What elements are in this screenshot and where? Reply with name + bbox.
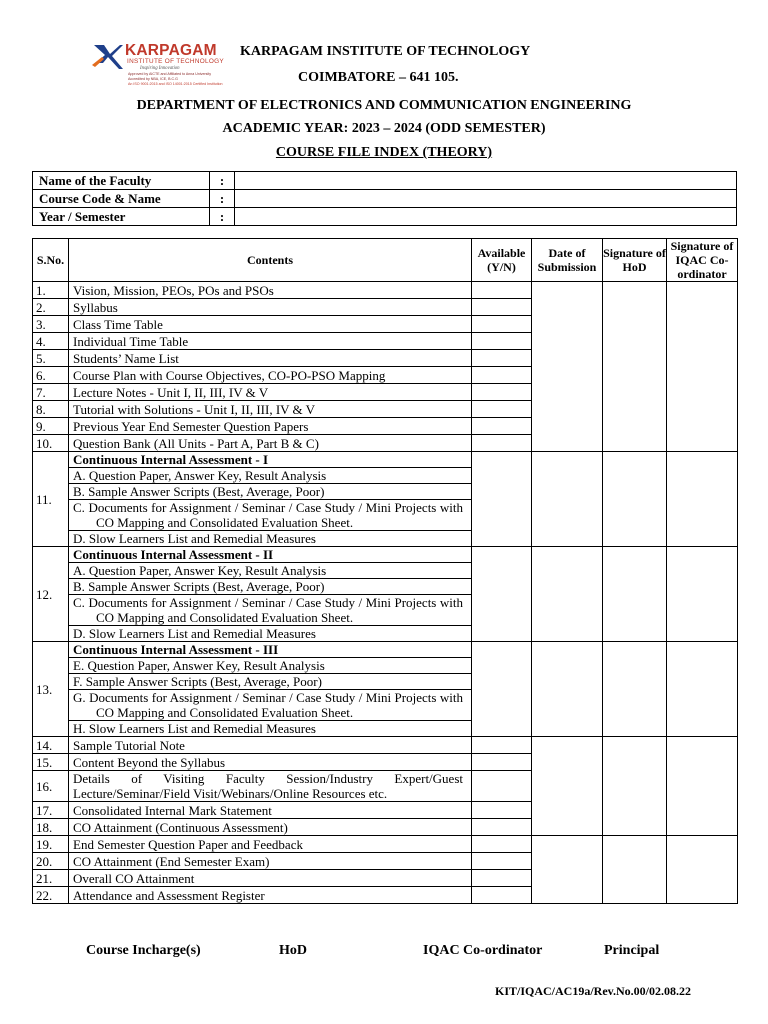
row-content — [69, 721, 472, 737]
subitem-text: A. Question Paper, Answer Key, Result Analysis — [73, 468, 327, 483]
logo-fine-1: Approved by AICTE and Affiliated to Anna University — [128, 72, 212, 76]
available-cell[interactable] — [472, 870, 532, 887]
row-content: Overall CO Attainment — [69, 870, 472, 887]
col-sig-hod: Signature of HoD — [603, 239, 667, 282]
available-cell[interactable] — [472, 853, 532, 870]
row-content — [69, 674, 472, 690]
subitem-text: H. Slow Learners List and Remedial Measures — [73, 721, 316, 736]
date-cell[interactable] — [532, 282, 603, 452]
subitem-text: B. Sample Answer Scripts (Best, Average, Poor) — [73, 579, 325, 594]
row-sno: 5. — [33, 350, 69, 367]
available-cell[interactable] — [472, 642, 532, 737]
department-name: DEPARTMENT OF ELECTRONICS AND COMMUNICATION ENGINEERING — [136, 98, 632, 113]
cia-title: Continuous Internal Assessment - II — [69, 547, 472, 563]
row-sno: 2. — [33, 299, 69, 316]
row-content: Individual Time Table — [69, 333, 472, 350]
available-cell[interactable] — [472, 367, 532, 384]
page-title-text: COURSE FILE INDEX (THEORY) — [275, 145, 493, 160]
subitem-text: B. Sample Answer Scripts (Best, Average, Poor) — [73, 484, 325, 499]
col-sno: S.No. — [33, 239, 69, 282]
hod-signature-cell[interactable] — [603, 836, 667, 904]
date-cell[interactable] — [532, 836, 603, 904]
date-cell[interactable] — [532, 452, 603, 547]
row-content: Lecture Notes - Unit I, II, III, IV & V — [69, 384, 472, 401]
available-cell[interactable] — [472, 737, 532, 754]
row-content: Content Beyond the Syllabus — [69, 754, 472, 771]
hod-signature-cell[interactable] — [603, 452, 667, 547]
row-sno: 1. — [33, 282, 69, 299]
row-sno: 9. — [33, 418, 69, 435]
available-cell[interactable] — [472, 384, 532, 401]
sig-iqac: IQAC Co-ordinator — [423, 943, 543, 958]
table-row — [33, 282, 738, 299]
row-content — [69, 626, 472, 642]
available-cell[interactable] — [472, 771, 532, 802]
row-content: Students’ Name List — [69, 350, 472, 367]
row-sno: 3. — [33, 316, 69, 333]
subitem-text: C. Documents for Assignment / Seminar / Case Study / Mini Projects with CO Mapping and Consolidated Evaluation Sheet. — [73, 595, 463, 625]
date-cell[interactable] — [532, 737, 603, 836]
table-row — [33, 547, 738, 563]
hod-signature-cell[interactable] — [603, 282, 667, 452]
cia-title: Continuous Internal Assessment - I — [69, 452, 472, 468]
available-cell[interactable] — [472, 418, 532, 435]
info-colon: : — [210, 190, 235, 208]
row-sno: 10. — [33, 435, 69, 452]
course-file-index-table — [32, 238, 738, 904]
row-content — [69, 690, 472, 721]
row-content: Question Bank (All Units - Part A, Part B & C) — [69, 435, 472, 452]
row-content: CO Attainment (End Semester Exam) — [69, 853, 472, 870]
available-cell[interactable] — [472, 836, 532, 853]
hod-signature-cell[interactable] — [603, 642, 667, 737]
row-content — [69, 658, 472, 674]
row-content: Consolidated Internal Mark Statement — [69, 802, 472, 819]
row-content: Attendance and Assessment Register — [69, 887, 472, 904]
row-content: Class Time Table — [69, 316, 472, 333]
row-sno: 4. — [33, 333, 69, 350]
row-sno: 21. — [33, 870, 69, 887]
available-cell[interactable] — [472, 547, 532, 642]
row-sno: 12. — [33, 547, 69, 642]
info-row — [33, 172, 737, 190]
row-content — [69, 484, 472, 500]
row-content: Course Plan with Course Objectives, CO-PO-PSO Mapping — [69, 367, 472, 384]
available-cell[interactable] — [472, 333, 532, 350]
available-cell[interactable] — [472, 754, 532, 771]
iqac-signature-cell[interactable] — [667, 282, 738, 452]
col-sig-iqac: Signature of IQAC Co-ordinator — [667, 239, 738, 282]
subitem-text: A. Question Paper, Answer Key, Result Analysis — [73, 563, 327, 578]
table-row — [33, 452, 738, 468]
row-content — [69, 500, 472, 531]
faculty-name-value[interactable] — [235, 172, 737, 190]
subitem-text: G. Documents for Assignment / Seminar / Case Study / Mini Projects with CO Mapping and Consolidated Evaluation Sheet. — [73, 690, 463, 720]
table-header-row — [33, 239, 738, 282]
available-cell[interactable] — [472, 819, 532, 836]
year-semester-value[interactable] — [235, 208, 737, 226]
info-label: Course Code & Name — [33, 190, 210, 208]
sig-course-incharge: Course Incharge(s) — [86, 943, 201, 958]
available-cell[interactable] — [472, 299, 532, 316]
available-cell[interactable] — [472, 435, 532, 452]
row-sno: 18. — [33, 819, 69, 836]
info-colon: : — [210, 172, 235, 190]
hod-signature-cell[interactable] — [603, 737, 667, 836]
iqac-signature-cell[interactable] — [667, 642, 738, 737]
sig-hod: HoD — [279, 943, 307, 958]
course-code-value[interactable] — [235, 190, 737, 208]
date-cell[interactable] — [532, 642, 603, 737]
row-sno: 7. — [33, 384, 69, 401]
row-sno: 14. — [33, 737, 69, 754]
row-content — [69, 579, 472, 595]
info-label: Year / Semester — [33, 208, 210, 226]
available-cell[interactable] — [472, 401, 532, 418]
info-label: Name of the Faculty — [33, 172, 210, 190]
subitem-text: E. Question Paper, Answer Key, Result Analysis — [73, 658, 325, 673]
info-row — [33, 190, 737, 208]
faculty-info-table — [32, 171, 737, 226]
row-content: End Semester Question Paper and Feedback — [69, 836, 472, 853]
info-colon: : — [210, 208, 235, 226]
available-cell[interactable] — [472, 887, 532, 904]
page-title — [0, 145, 768, 161]
row-content: Vision, Mission, PEOs, POs and PSOs — [69, 282, 472, 299]
row-content — [69, 563, 472, 579]
subitem-text: C. Documents for Assignment / Seminar / Case Study / Mini Projects with CO Mapping and Consolidated Evaluation Sheet. — [73, 500, 463, 530]
row-sno: 11. — [33, 452, 69, 547]
table-row — [33, 737, 738, 754]
subitem-text: D. Slow Learners List and Remedial Measures — [73, 626, 316, 641]
logo-fine-2: Accredited by NBA, ICE, B.C.G — [128, 77, 178, 81]
row-sno: 8. — [33, 401, 69, 418]
row-sno: 15. — [33, 754, 69, 771]
row-content: Previous Year End Semester Question Papers — [69, 418, 472, 435]
institute-city: COIMBATORE – 641 105. — [298, 70, 459, 85]
available-cell[interactable] — [472, 350, 532, 367]
iqac-signature-cell[interactable] — [667, 737, 738, 836]
cia-title: Continuous Internal Assessment - III — [69, 642, 472, 658]
row-content-text: Details of Visiting Faculty Session/Industry Expert/Guest Lecture/Seminar/Field Visit/Webinars/Online Resources etc. — [73, 771, 463, 801]
col-contents: Contents — [69, 239, 472, 282]
row-content: Syllabus — [69, 299, 472, 316]
logo-fine-3: An ISO 9001:2015 and ISO 14001:2015 Certified Institution — [128, 82, 223, 86]
row-sno: 17. — [33, 802, 69, 819]
institute-logo — [92, 43, 232, 95]
row-content — [69, 771, 472, 802]
iqac-signature-cell[interactable] — [667, 452, 738, 547]
logo-brand: KARPAGAM — [125, 42, 217, 59]
row-sno: 6. — [33, 367, 69, 384]
available-cell[interactable] — [472, 802, 532, 819]
date-cell[interactable] — [532, 547, 603, 642]
iqac-signature-cell[interactable] — [667, 547, 738, 642]
row-sno: 22. — [33, 887, 69, 904]
available-cell[interactable] — [472, 282, 532, 299]
row-content: Sample Tutorial Note — [69, 737, 472, 754]
col-available: Available (Y/N) — [472, 239, 532, 282]
row-sno: 20. — [33, 853, 69, 870]
document-code: KIT/IQAC/AC19a/Rev.No.00/02.08.22 — [495, 984, 692, 998]
row-sno: 13. — [33, 642, 69, 737]
available-cell[interactable] — [472, 452, 532, 547]
institute-name: KARPAGAM INSTITUTE OF TECHNOLOGY — [240, 44, 531, 59]
logo-k-icon — [92, 43, 124, 71]
sig-principal: Principal — [604, 943, 660, 958]
available-cell[interactable] — [472, 316, 532, 333]
iqac-signature-cell[interactable] — [667, 836, 738, 904]
academic-year: ACADEMIC YEAR: 2023 – 2024 (ODD SEMESTER) — [222, 121, 546, 136]
info-row — [33, 208, 737, 226]
logo-subtitle: INSTITUTE OF TECHNOLOGY — [127, 58, 224, 65]
row-content — [69, 468, 472, 484]
subitem-text: F. Sample Answer Scripts (Best, Average, Poor) — [73, 674, 322, 689]
table-row — [33, 642, 738, 658]
row-sno: 19. — [33, 836, 69, 853]
subitem-text: D. Slow Learners List and Remedial Measures — [73, 531, 316, 546]
table-row — [33, 836, 738, 853]
col-date: Date of Submission — [532, 239, 603, 282]
hod-signature-cell[interactable] — [603, 547, 667, 642]
row-content: Tutorial with Solutions - Unit I, II, III, IV & V — [69, 401, 472, 418]
row-content — [69, 531, 472, 547]
row-content: CO Attainment (Continuous Assessment) — [69, 819, 472, 836]
logo-tagline: Inspiring Innovation — [140, 66, 180, 71]
row-content — [69, 595, 472, 626]
row-sno: 16. — [33, 771, 69, 802]
